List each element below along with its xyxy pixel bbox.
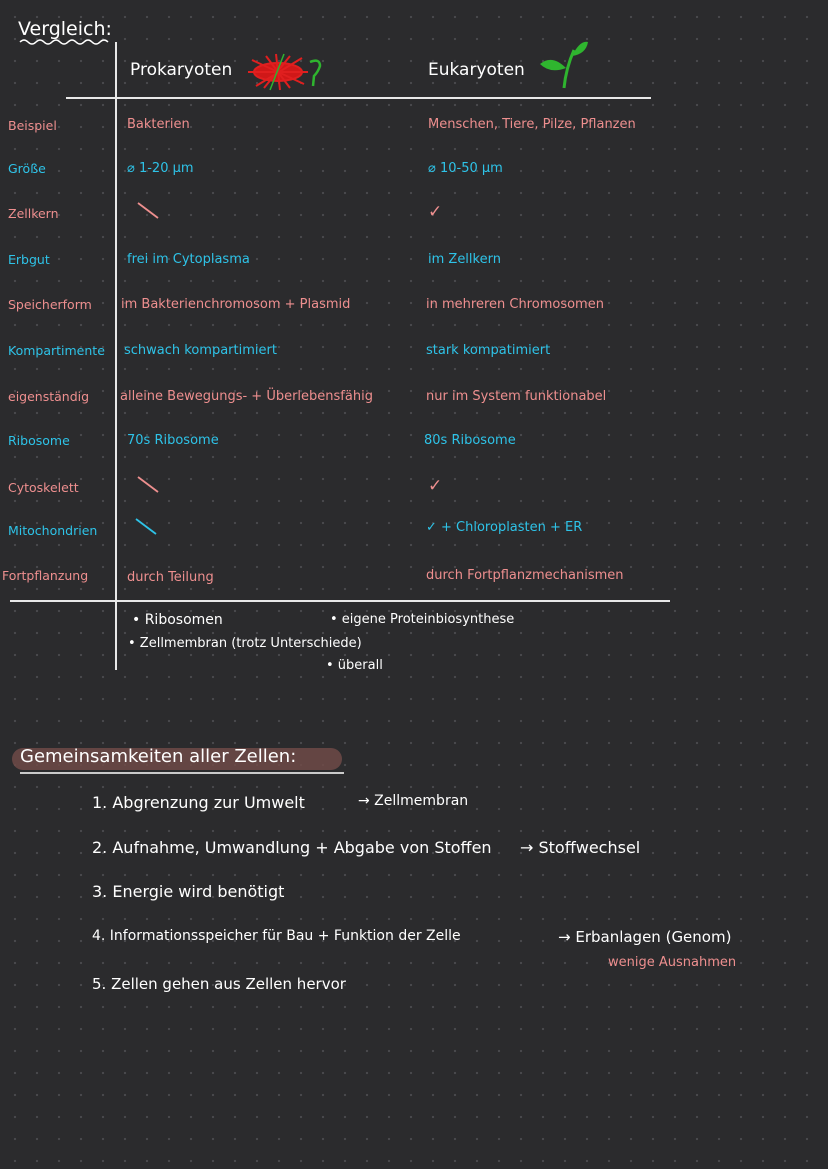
point-1: 1. Abgrenzung zur Umwelt	[92, 793, 305, 812]
common-item-ribosomen: • Ribosomen	[132, 612, 223, 628]
cell-pro-fortpflanzung: durch Teilung	[127, 570, 214, 585]
cell-euk-fortpflanzung: durch Fortpflanzmechanismen	[426, 568, 624, 583]
point-4-result: → Erbanlagen (Genom)	[558, 928, 732, 946]
cell-euk-cytoskelett-check: ✓	[428, 476, 443, 496]
point-3: 3. Energie wird benötigt	[92, 882, 285, 901]
common-item-ueberall: • überall	[326, 658, 383, 673]
point-2: 2. Aufnahme, Umwandlung + Abgabe von Stoffen	[92, 838, 492, 857]
cell-pro-ribosome: 70s Ribosome	[127, 433, 219, 448]
cell-euk-mitochondrien: ✓ + Chloroplasten + ER	[426, 520, 583, 535]
row-label-cytoskelett: Cytoskelett	[8, 480, 79, 495]
common-item-zellmembran: • Zellmembran (trotz Unterschiede)	[128, 636, 362, 651]
cell-euk-ribosome: 80s Ribosome	[424, 433, 516, 448]
section-title: Gemeinsamkeiten aller Zellen:	[20, 746, 297, 767]
bacteria-icon	[246, 50, 330, 94]
cell-pro-groesse: ⌀ 1-20 µm	[127, 161, 194, 176]
row-label-mitochondrien: Mitochondrien	[8, 523, 98, 538]
section-title-underline	[18, 770, 348, 776]
common-item-proteinbiosynthese: • eigene Proteinbiosynthese	[330, 612, 515, 627]
cell-euk-groesse: ⌀ 10-50 µm	[428, 161, 503, 176]
cell-euk-zellkern-check: ✓	[428, 202, 443, 222]
cell-euk-kompartimente: stark kompatimiert	[426, 343, 551, 358]
row-label-kompartimente: Kompartimente	[8, 343, 105, 358]
cell-euk-speicherform: in mehreren Chromosomen	[426, 297, 604, 312]
point-4-note: wenige Ausnahmen	[608, 955, 737, 970]
cell-pro-cytoskelett-slash	[136, 474, 162, 496]
page-title: Vergleich:	[18, 18, 112, 40]
table-header-line	[66, 97, 651, 99]
cell-pro-kompartimente: schwach kompartimiert	[124, 343, 277, 358]
cell-pro-eigenstaendig: alleine Bewegungs- + Überlebensfähig	[120, 389, 373, 404]
column-header-prokaryoten: Prokaryoten	[130, 60, 233, 80]
row-label-eigenstaendig: eigenständig	[8, 389, 90, 404]
cell-pro-speicherform: im Bakterienchromosom + Plasmid	[121, 297, 351, 312]
row-label-fortpflanzung: Fortpflanzung	[2, 568, 89, 583]
cell-pro-erbgut: frei im Cytoplasma	[127, 252, 250, 267]
cell-euk-erbgut: im Zellkern	[428, 252, 501, 267]
point-4: 4. Informationsspeicher für Bau + Funktion der Zelle	[92, 928, 461, 944]
column-header-eukaryoten: Eukaryoten	[428, 60, 525, 80]
row-label-groesse: Größe	[8, 161, 46, 176]
row-label-zellkern: Zellkern	[8, 206, 59, 221]
point-2-result: → Stoffwechsel	[520, 838, 641, 857]
table-bottom-line	[10, 600, 670, 602]
cell-euk-eigenstaendig: nur im System funktionabel	[426, 389, 607, 404]
row-label-erbgut: Erbgut	[8, 252, 50, 267]
cell-pro-beispiel: Bakterien	[127, 117, 190, 132]
point-5: 5. Zellen gehen aus Zellen hervor	[92, 975, 346, 993]
cell-pro-mitochondrien-slash	[134, 516, 160, 538]
plant-sprout-icon	[536, 38, 592, 92]
row-label-ribosome: Ribosome	[8, 433, 70, 448]
point-1-result: → Zellmembran	[358, 793, 469, 809]
row-label-speicherform: Speicherform	[8, 297, 92, 312]
row-label-beispiel: Beispiel	[8, 118, 57, 133]
title-underline	[18, 38, 118, 46]
cell-pro-zellkern-slash	[136, 200, 162, 222]
table-divider-line	[115, 42, 117, 670]
cell-euk-beispiel: Menschen, Tiere, Pilze, Pflanzen	[428, 117, 636, 132]
